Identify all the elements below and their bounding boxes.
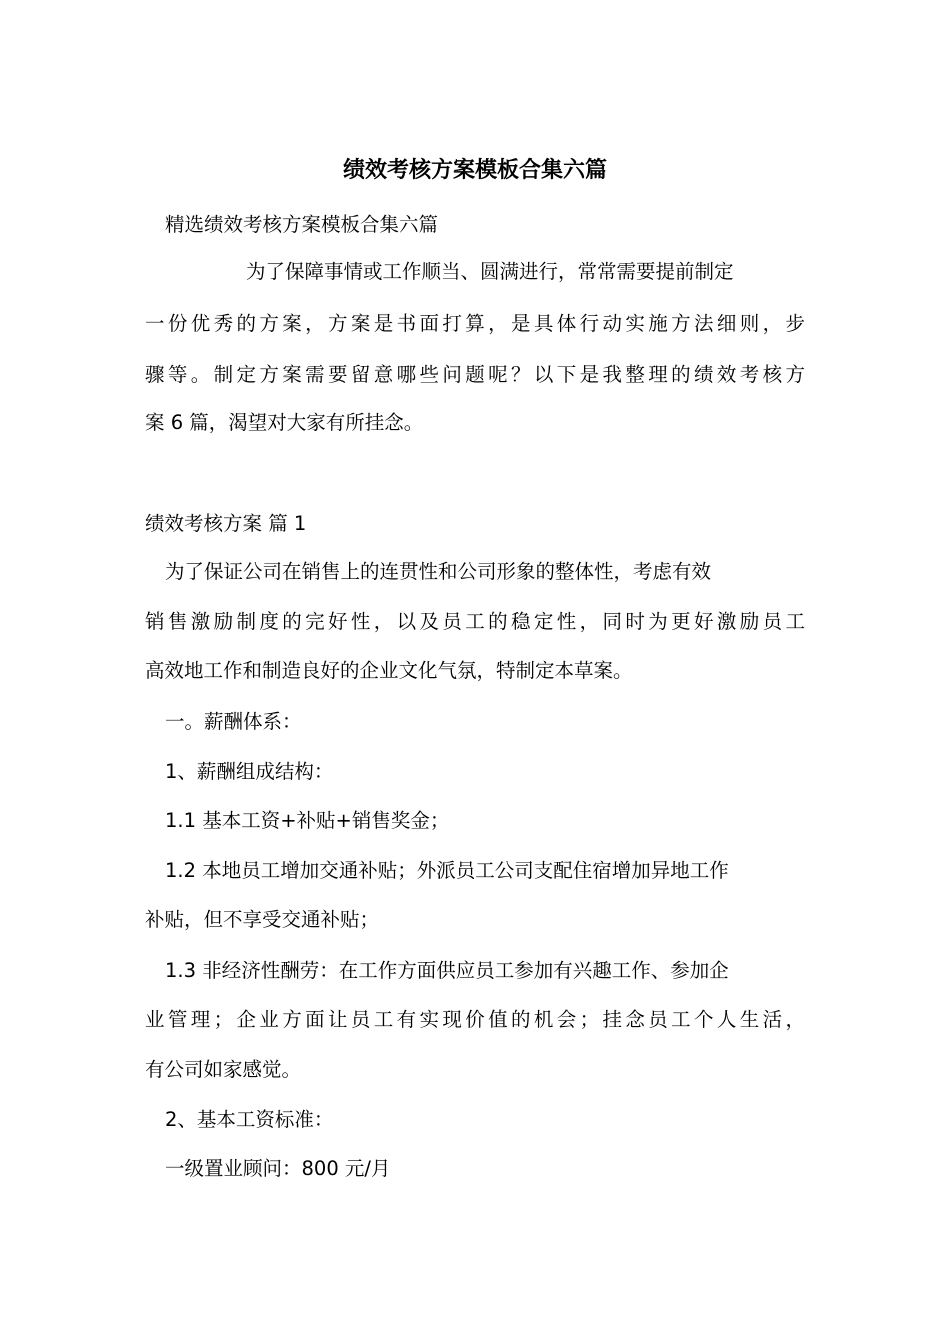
list-item: 2、基本工资标准： xyxy=(165,1108,334,1131)
list-item: 1.3 非经济性酬劳：在工作方面供应员工参加有兴趣工作、参加企 xyxy=(165,959,729,982)
paragraph-line: 销售激励制度的完好性，以及员工的稳定性，同时为更好激励员工 xyxy=(145,610,805,633)
intro-line: 骤等。制定方案需要留意哪些问题呢？以下是我整理的绩效考核方 xyxy=(145,363,805,386)
intro-line: 一份优秀的方案，方案是书面打算，是具体行动实施方法细则，步 xyxy=(145,312,805,335)
list-item: 1、薪酬组成结构： xyxy=(165,760,334,783)
list-item-continuation: 有公司如家感觉。 xyxy=(145,1058,302,1081)
list-item: 1.2 本地员工增加交通补贴；外派员工公司支配住宿增加异地工作 xyxy=(165,859,729,882)
intro-line: 案 6 篇，渴望对大家有所挂念。 xyxy=(145,411,424,434)
paragraph-line: 为了保证公司在销售上的连贯性和公司形象的整体性，考虑有效 xyxy=(165,560,712,583)
document-subtitle: 精选绩效考核方案模板合集六篇 xyxy=(165,213,439,236)
intro-line: 为了保障事情或工作顺当、圆满进行，常常需要提前制定 xyxy=(246,260,734,283)
list-item: 一级置业顾问：800 元/月 xyxy=(165,1157,391,1180)
list-item-continuation: 补贴，但不享受交通补贴； xyxy=(145,908,380,931)
list-item: 一。薪酬体系： xyxy=(165,710,302,733)
list-item-continuation: 业管理；企业方面让员工有实现价值的机会；挂念员工个人生活， xyxy=(145,1008,805,1031)
section-heading: 绩效考核方案 篇 1 xyxy=(145,512,307,535)
paragraph-line: 高效地工作和制造良好的企业文化气氛，特制定本草案。 xyxy=(145,659,633,682)
list-item: 1.1 基本工资+补贴+销售奖金； xyxy=(165,809,450,832)
document-title: 绩效考核方案模板合集六篇 xyxy=(342,158,607,183)
